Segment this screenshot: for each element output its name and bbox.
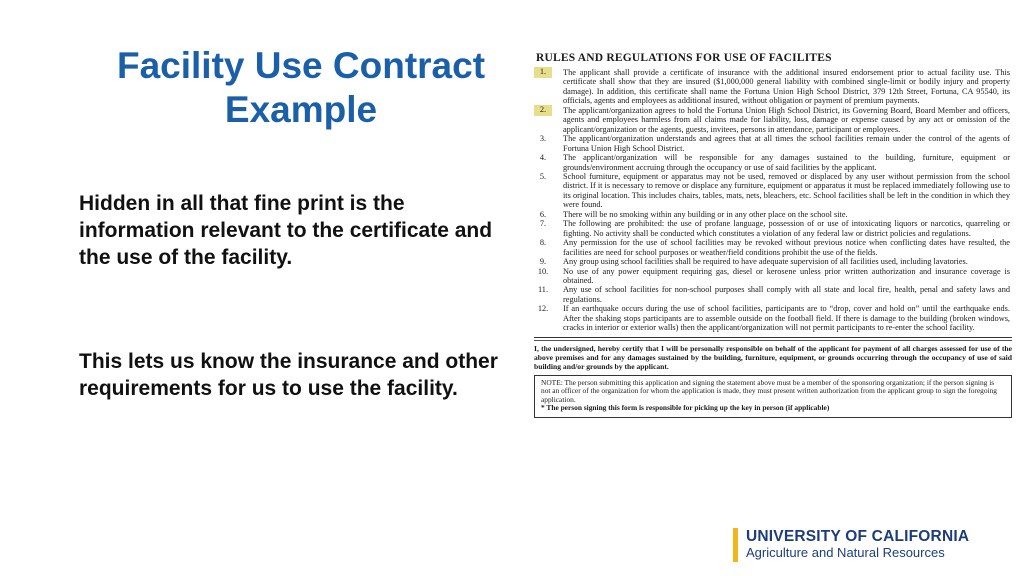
rule-text: The applicant shall provide a certificate of insurance with the additional insured endorsement prior to actual facility use. This certificate shall show that they are insured ($1,000,000 general liability with combined single-limit or bodily injury and property damage). In addition, this certificate shall name the Fortuna Union High School District, 379 12th Street, Fortuna, CA 95540, its officials, agents and employees as additional insured, without obligation or payment of premium payments. [563,68,1010,106]
uc-anr-logo [733,528,969,562]
double-rule-divider [534,337,1012,341]
slide-title-line2: Example [224,89,378,130]
rule-item [534,153,1012,172]
rule-number: 5. [539,171,547,181]
rule-text: Any permission for the use of school facilities may be revoked without previous notice when conflicting dates have resulted, the facilities are need for school purposes or weather/field conditions prohibit the use of the fields. [563,238,1010,257]
rules-list [534,68,1012,333]
slide-title [88,44,514,132]
note-text: NOTE: The person submitting this application and signing the statement above must be a member of the sponsoring organization; if the person signing is not an officer of the organization for whom the application is made, they must present written authorization from the applicant group to sign the foregoing application. [541,377,997,404]
rule-number: 6. [539,209,547,219]
rule-text: The applicant/organization will be responsible for any damages sustained to the building, furniture, equipment or grounds/environment accruing through the occupancy or use of said facilities by the applicant. [563,153,1010,172]
rule-text: There will be no smoking within any building or in any other place on the school site. [563,209,848,219]
note-box [534,375,1012,418]
rule-item [534,257,1012,266]
body-paragraph-1: Hidden in all that fine print is the information relevant to the certificate and the use of the facility. [79,192,493,269]
rule-number: 3. [539,134,547,144]
rule-number: 10. [537,266,549,276]
rule-text: If an earthquake occurs during the use of school facilities, participants are to “drop, cover and hold on” until the earthquake ends. After the shaking stops participants are to assemble outside on the football field. If there is damage to the building (broken windows, cracks in interior or exterior walls) then the applicant/organization will not permit participants to re-enter the school facility. [563,304,1010,333]
certification-statement: I, the undersigned, hereby certify that I will be personally responsible on behalf of the applicant for payment of all charges assessed for use of the above premises and for any damages sustained by the building, furniture, equipment, or grounds occurring through the occupancy of use of said building and/or grounds by the applicant. [534,343,1012,371]
contract-title: RULES AND REGULATIONS FOR USE OF FACILITES [536,52,832,64]
logo-accent-bar [733,528,738,562]
rule-item [534,267,1012,286]
rule-number: 4. [539,153,547,163]
logo-line-division: Agriculture and Natural Resources [746,545,945,560]
rule-number: 12. [537,304,549,314]
slide-title-line1: Facility Use Contract [116,45,486,86]
rule-number: 11. [537,285,549,295]
note-key-pickup: * The person signing this form is responsible for picking up the key in person (if applicable) [541,403,830,413]
rule-text: No use of any power equipment requiring gas, diesel or kerosene unless prior written authorization and insurance coverage is obtained. [563,266,1010,285]
rule-item [534,285,1012,304]
rule-number: 9. [539,257,547,267]
rule-item [534,238,1012,257]
logo-wordmark [746,528,969,562]
rule-item [534,304,1012,332]
rule-item [534,134,1012,153]
rule-item [534,172,1012,210]
rule-number: 7. [539,219,547,229]
rule-item [534,68,1012,106]
rule-text: Any use of school facilities for non-school purposes shall comply with all state and local fire, health, penal and safety laws and regulations. [563,285,1010,304]
rule-item [534,219,1012,238]
rule-number: 8. [539,238,547,248]
rule-text: School furniture, equipment or apparatus may not be used, removed or displaced by any user without permission from the school district. If it is necessary to remove or displace any furniture, equipment or apparatus it must be replaced immediately following use to its original location. This includes chairs, tables, mats, nets, bleachers, etc. School facilities shall be left in the condition in which they were found. [563,171,1010,210]
rule-item [534,106,1012,134]
rule-number-highlighted: 2. [534,105,552,116]
rule-text: Any group using school facilities shall be required to have adequate supervision of all facilities used, including lavatories. [563,257,968,267]
rule-number-highlighted: 1. [534,67,552,78]
logo-line-university: UNIVERSITY OF CALIFORNIA [746,528,970,545]
rule-text: The applicant/organization understands and agrees that at all times the school facilities remain under the control of the agents of Fortuna Union High School District. [563,134,1010,153]
contract-excerpt-image [534,50,1012,512]
body-paragraph-2: This lets us know the insurance and other requirements for us to use the facility. [79,350,498,400]
rule-item [534,210,1012,219]
rule-text: The following are prohibited: the use of profane language, possession of or use of intoxicating liquors or narcotics, quarreling or fighting. No activity shall be conducted which constitutes a violation of any federal law or district policies and regulations. [563,219,1010,238]
rule-text: The applicant/organization agrees to hold the Fortuna Union High School District, its Governing Board, Board Member and officers, agents and employees harmless from all claims made for liability, loss, damage or expense caused by any act or omission of the applicant/organization or the agents, guests, invitees, persons in attendance, participant or employees. [563,105,1010,134]
